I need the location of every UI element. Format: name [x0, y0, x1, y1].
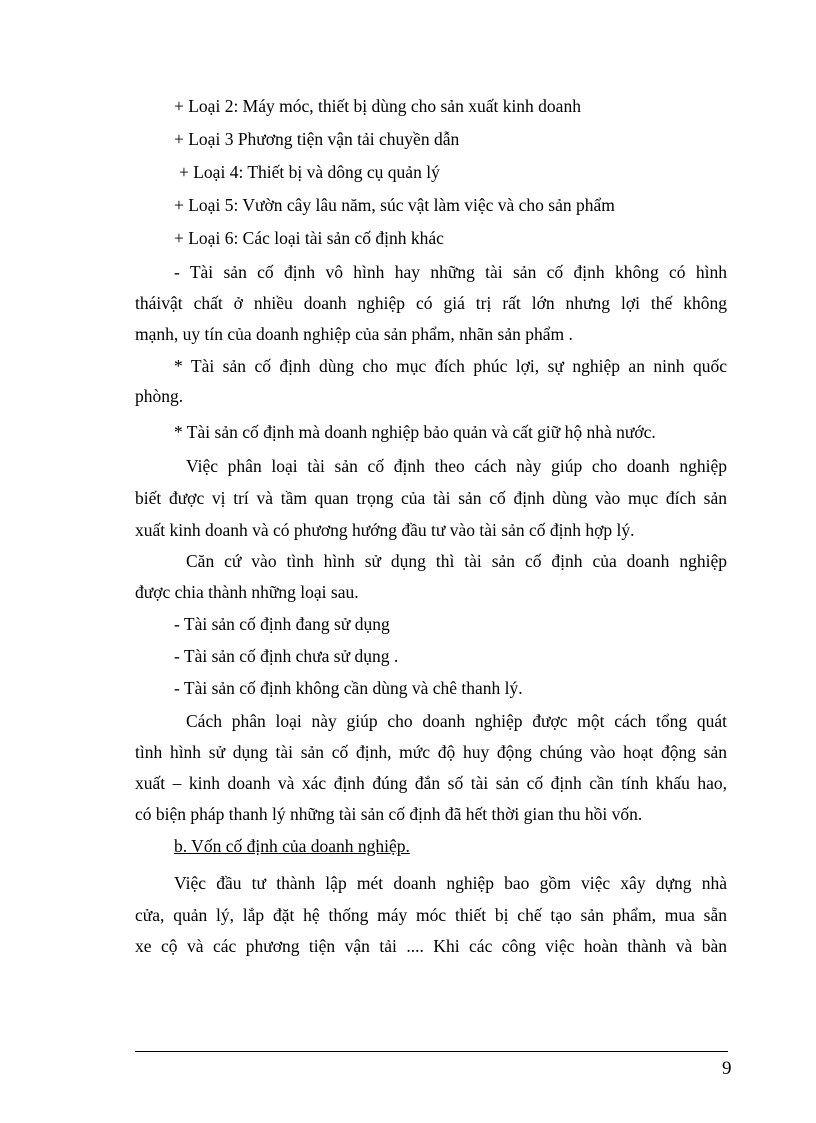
- footer-divider: [135, 1051, 728, 1052]
- list-item-loai-5: + Loại 5: Vườn cây lâu năm, súc vật làm việc và cho sản phẩm: [174, 195, 615, 215]
- paragraph-line: tình hình sử dụng tài sản cố định, mức độ huy động chúng vào hoạt động sản: [135, 742, 727, 762]
- list-item: - Tài sản cố định không cần dùng và chê thanh lý.: [174, 678, 523, 698]
- list-item-loai-3: + Loại 3 Phương tiện vận tải chuyền dẫn: [174, 129, 460, 149]
- paragraph-line: Việc phân loại tài sản cố định theo cách này giúp cho doanh nghiệp: [186, 456, 727, 476]
- list-item-loai-4: + Loại 4: Thiết bị và dông cụ quản lý: [179, 162, 440, 182]
- paragraph-line: cửa, quản lý, lắp đặt hệ thống máy móc thiết bị chế tạo sản phẩm, mua sẵn: [135, 905, 727, 925]
- section-heading: b. Vốn cố định của doanh nghiệp.: [174, 836, 410, 856]
- paragraph-line: tháivật chất ở nhiều doanh nghiệp có giá trị rất lớn nhưng lợi thế không: [135, 293, 727, 313]
- paragraph-line: Cách phân loại này giúp cho doanh nghiệp được một cách tổng quát: [186, 711, 727, 731]
- paragraph-line: Việc đầu tư thành lập mét doanh nghiệp bao gồm việc xây dựng nhà: [174, 873, 727, 893]
- list-item: - Tài sản cố định đang sử dụng: [174, 614, 390, 634]
- paragraph-line: biết được vị trí và tầm quan trọng của tài sản cố định dùng vào mục đích sản: [135, 488, 727, 508]
- paragraph-line: mạnh, uy tín của doanh nghiệp của sản phẩm, nhãn sản phẩm .: [135, 324, 573, 344]
- list-item-loai-2: + Loại 2: Máy móc, thiết bị dùng cho sản xuất kinh doanh: [174, 96, 581, 116]
- paragraph-line: xe cộ và các phương tiện vận tải .... Khi các công việc hoàn thành và bàn: [135, 936, 727, 956]
- paragraph-line: xuất – kinh doanh và xác định đúng đắn số tài sản cố định cần tính khấu hao,: [135, 773, 727, 793]
- paragraph-line: - Tài sản cố định vô hình hay những tài sản cố định không có hình: [174, 262, 727, 282]
- paragraph-line: có biện pháp thanh lý những tài sản cố định đã hết thời gian thu hồi vốn.: [135, 804, 643, 824]
- paragraph-line: * Tài sản cố định dùng cho mục đích phúc lợi, sự nghiệp an ninh quốc: [174, 356, 727, 376]
- list-item: - Tài sản cố định chưa sử dụng .: [174, 646, 399, 666]
- list-item-loai-6: + Loại 6: Các loại tài sản cố định khác: [174, 228, 444, 248]
- paragraph-line: * Tài sản cố định mà doanh nghiệp bảo quản và cất giữ hộ nhà nước.: [174, 422, 656, 442]
- page-number: 9: [722, 1058, 732, 1079]
- paragraph-line: xuất kinh doanh và có phương hướng đầu tư vào tài sản cố định hợp lý.: [135, 520, 635, 540]
- paragraph-line: được chia thành những loại sau.: [135, 582, 359, 602]
- paragraph-line: Căn cứ vào tình hình sử dụng thì tài sản cố định của doanh nghiệp: [186, 551, 727, 571]
- paragraph-line: phòng.: [135, 386, 184, 406]
